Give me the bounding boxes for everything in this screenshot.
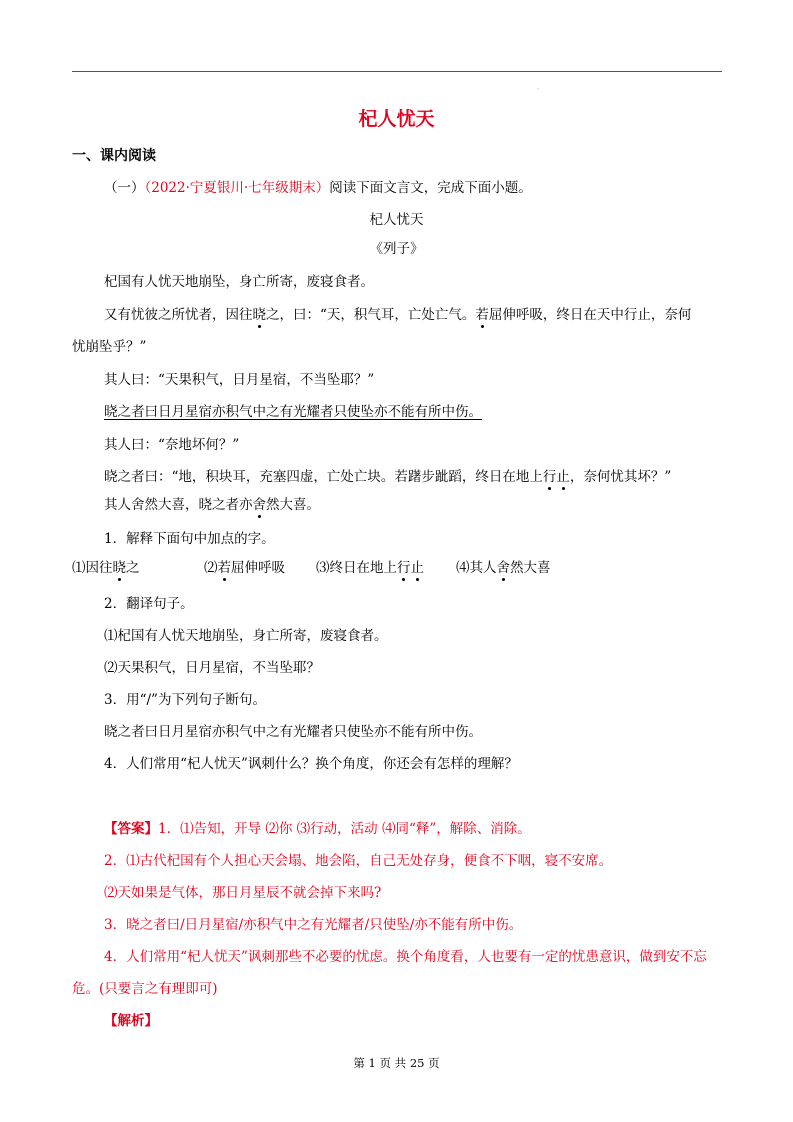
- answer-4: 4．人们常用“杞人忧天”讽刺那些不必要的忧虑。换个角度看，人也要有一定的忧患意识，做到安不忘: [104, 949, 707, 965]
- question-2-2: ⑵天果积气，日月星宿，不当坠耶？: [104, 660, 320, 676]
- passage-text: 之，曰：“天，积气耳，亡处亡气。: [266, 307, 476, 323]
- section-heading: 一、课内阅读: [72, 148, 156, 164]
- passage-p2: [104, 303, 691, 323]
- analysis-label: 【解析】: [104, 1013, 158, 1029]
- answer-2-1: 2．⑴古代杞国有个人担心天会塌、地会陷，自己无处存身，便食不下咽，寝不安席。: [104, 853, 613, 869]
- footer-text: 页: [428, 1056, 440, 1070]
- answer-label: 【答案】: [104, 821, 158, 837]
- emphasis-char: 行: [543, 465, 557, 485]
- footer-text: 页 共: [379, 1056, 407, 1070]
- page-number: 1: [368, 1056, 376, 1070]
- emphasis-char: 止: [556, 465, 570, 485]
- passage-text: ，奈何忧其坏？”: [569, 469, 672, 485]
- answer-3: 3．晓之者曰/日月星宿/亦积气中之有光耀者/只使坠/亦不能有所中伤。: [104, 917, 523, 933]
- passage-text: 又有忧彼之所忧者，因往: [104, 307, 253, 323]
- question-2-1: ⑴杞国有人忧天地崩坠，身亡所寄，废寝食者。: [104, 628, 388, 644]
- passage-p6: [104, 465, 671, 485]
- passage-p3: 其人曰：“天果积气，日月星宿，不当坠耶？”: [104, 372, 375, 388]
- emphasis-char: 舍: [253, 493, 267, 513]
- passage-text: 晓之者曰：“地，积块耳，充塞四虚，亡处亡块。若躇步跐蹈，终日在地上: [104, 469, 543, 485]
- question-1: 1．解释下面句中加点的字。: [104, 531, 275, 547]
- header-rule: [72, 71, 722, 72]
- passage-text: 然大喜。: [266, 497, 320, 513]
- q1-item-4: ⑷其人舍然大喜: [456, 556, 551, 576]
- passage-p1: 杞国有人忧天地崩坠，身亡所寄，废寝食者。: [104, 274, 374, 290]
- passage-p5: 其人曰：“奈地坏何？”: [104, 437, 240, 453]
- emphasis-char: 晓: [253, 303, 267, 323]
- question-3-text: 晓之者曰日月星宿亦积气中之有光耀者只使坠亦不能有所中伤。: [104, 724, 482, 740]
- classical-title: 杞人忧天: [369, 212, 424, 228]
- question-3: 3．用“/”为下列句子断句。: [104, 692, 266, 708]
- page-title: 杞人忧天: [358, 108, 435, 130]
- answer-1: [104, 817, 531, 837]
- passage-p2-cont: 忧崩坠乎？”: [72, 339, 147, 355]
- footer-text: 第: [353, 1056, 365, 1070]
- classical-author: 《列子》: [369, 241, 424, 257]
- passage-p7: [104, 493, 320, 513]
- total-pages: 25: [409, 1056, 425, 1070]
- emphasis-char: 若: [475, 303, 489, 323]
- question-2: 2．翻译句子。: [104, 596, 194, 612]
- passage-text: 屈伸呼吸，终日在天中行止，奈何: [488, 307, 692, 323]
- answer-4-cont: 危。(只要言之有理即可): [72, 981, 218, 997]
- intro-source: （2022·宁夏银川·七年级期末）: [144, 180, 330, 196]
- answer-text: 1．⑴告知，开导 ⑵你 ⑶行动，活动 ⑷同“释”，解除、消除。: [158, 821, 531, 837]
- question-4: 4．人们常用“杞人忧天”讽刺什么？换个角度，你还会有怎样的理解？: [104, 756, 518, 772]
- passage-text: 其人舍然大喜，晓之者亦: [104, 497, 253, 513]
- page-footer: [0, 1055, 793, 1071]
- q1-item-3: ⑶终日在地上行止: [316, 556, 424, 576]
- intro-text: 阅读下面文言文，完成下面小题。: [329, 180, 532, 196]
- answer-2-2: ⑵天如果是气体，那日月星辰不就会掉下来吗?: [104, 885, 382, 901]
- header-mark: .: [537, 84, 539, 91]
- intro-line: [104, 176, 532, 196]
- q1-item-1: ⑴因往晓之: [72, 556, 140, 576]
- q1-item-2: ⑵若屈伸呼吸: [204, 556, 285, 576]
- passage-p4-underlined: 晓之者曰日月星宿亦积气中之有光耀者只使坠亦不能有所中伤。: [104, 404, 482, 420]
- intro-prefix: （一）: [104, 180, 145, 196]
